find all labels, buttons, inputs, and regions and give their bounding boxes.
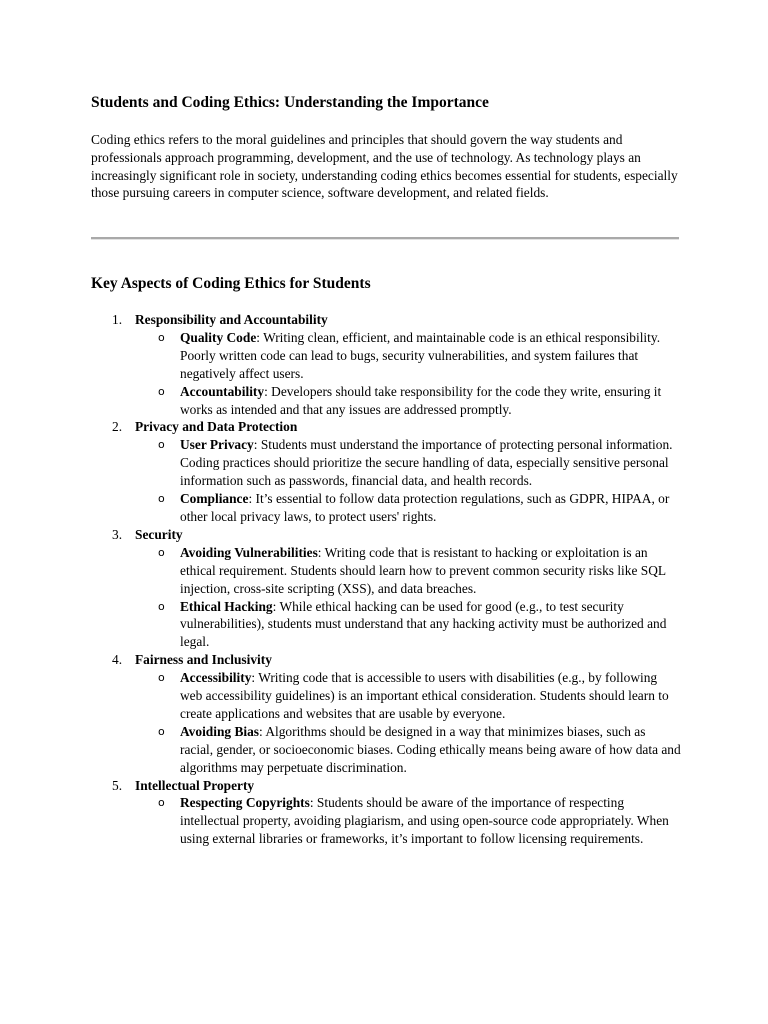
aspect-title: Responsibility and Accountability — [135, 312, 328, 327]
point-term: Avoiding Vulnerabilities — [180, 544, 318, 560]
aspect-item — [91, 526, 681, 651]
circle-bullet-icon: o — [158, 796, 165, 810]
point-item — [135, 383, 681, 419]
circle-bullet-icon: o — [158, 492, 165, 506]
point-text: : Students should be aware of the importance of respecting intellectual property, avoiding plagiarism, and using open-source code appropriately. When using external libraries or frameworks, it’s important to follow licensing requirements. — [180, 795, 669, 847]
point-term: Ethical Hacking — [180, 598, 273, 614]
circle-bullet-icon: o — [158, 724, 165, 738]
point-term: Accountability — [180, 383, 265, 399]
circle-bullet-icon: o — [158, 438, 165, 452]
point-text: : Algorithms should be designed in a way that minimizes biases, such as racial, gender, or socioeconomic biases. Coding ethically means being aware of how data and algorithms may perpetuate discrimination. — [180, 723, 681, 775]
aspect-item — [91, 418, 681, 525]
point-item — [135, 669, 681, 723]
aspect-number: 4. — [112, 652, 123, 668]
circle-bullet-icon: o — [158, 384, 165, 398]
aspect-item — [91, 651, 681, 776]
aspect-title: Security — [135, 526, 183, 542]
document-title: Students and Coding Ethics: Understanding the Importance — [91, 94, 489, 111]
aspects-list — [91, 311, 681, 848]
point-text: : It’s essential to follow data protection regulations, such as GDPR, HIPAA, or other local privacy laws, to protect users' rights. — [180, 491, 670, 524]
point-term: Avoiding Bias — [180, 723, 260, 739]
aspect-title: Fairness and Inclusivity — [135, 652, 272, 668]
point-term: Respecting Copyrights — [180, 795, 310, 811]
aspect-number: 1. — [112, 312, 123, 327]
point-text: : Writing code that is resistant to hacking or exploitation is an ethical requirement. Students should learn how to prevent common security risks like SQL injection, cross-site scripting (XSS), and data breaches. — [180, 544, 666, 596]
aspect-number: 2. — [112, 419, 123, 435]
circle-bullet-icon: o — [158, 330, 165, 344]
aspect-title: Privacy and Data Protection — [135, 419, 298, 435]
point-text: : Students must understand the importance of protecting personal information. Coding practices should prioritize the secure handling of data, especially sensitive personal information such as passwords, financial data, and health records. — [180, 437, 673, 489]
aspect-points — [135, 329, 681, 419]
point-text: : Writing clean, efficient, and maintainable code is an ethical responsibility. Poorly written code can lead to bugs, security vulnerabilities, and system failures that negatively affect users. — [180, 329, 661, 381]
intro-paragraph: Coding ethics refers to the moral guidelines and principles that should govern the way students and professionals approach programming, development, and the use of technology. As technology plays an increasingly significant role in society, understanding coding ethics becomes essential for students, especially those pursuing careers in computer science, software development, and related fields. — [91, 132, 678, 201]
point-item — [135, 436, 681, 490]
aspect-number: 3. — [112, 526, 123, 542]
point-item — [135, 490, 681, 526]
point-text: : Developers should take responsibility for the code they write, ensuring it works as intended and that any issues are addressed promptly. — [180, 383, 662, 417]
horizontal-divider — [91, 237, 679, 240]
point-text: : Writing code that is accessible to users with disabilities (e.g., by following web accessibility guidelines) is an important ethical consideration. Students should learn to create applications and websites that are usable by everyone. — [180, 670, 669, 721]
aspect-title: Intellectual Property — [135, 777, 255, 793]
point-text: : While ethical hacking can be used for good (e.g., to test security vulnerabilities), students must understand that any hacking activity must be authorized and legal. — [180, 598, 667, 650]
point-term: Quality Code — [180, 329, 257, 345]
aspect-item — [91, 311, 681, 418]
aspect-number: 5. — [112, 777, 123, 793]
aspect-points — [135, 436, 681, 526]
aspect-item — [91, 777, 681, 849]
aspect-points — [135, 794, 681, 848]
aspect-points — [135, 669, 681, 776]
point-item — [135, 598, 681, 652]
point-term: Compliance — [180, 491, 249, 507]
point-item — [135, 723, 681, 777]
point-item — [135, 329, 681, 383]
aspect-points — [135, 544, 681, 651]
point-term: Accessibility — [180, 670, 252, 686]
section-heading: Key Aspects of Coding Ethics for Students — [91, 275, 371, 292]
point-term: User Privacy — [180, 437, 254, 453]
point-item — [135, 794, 681, 848]
circle-bullet-icon: o — [158, 599, 165, 613]
point-item — [135, 544, 681, 598]
circle-bullet-icon: o — [158, 671, 165, 685]
circle-bullet-icon: o — [158, 545, 165, 559]
